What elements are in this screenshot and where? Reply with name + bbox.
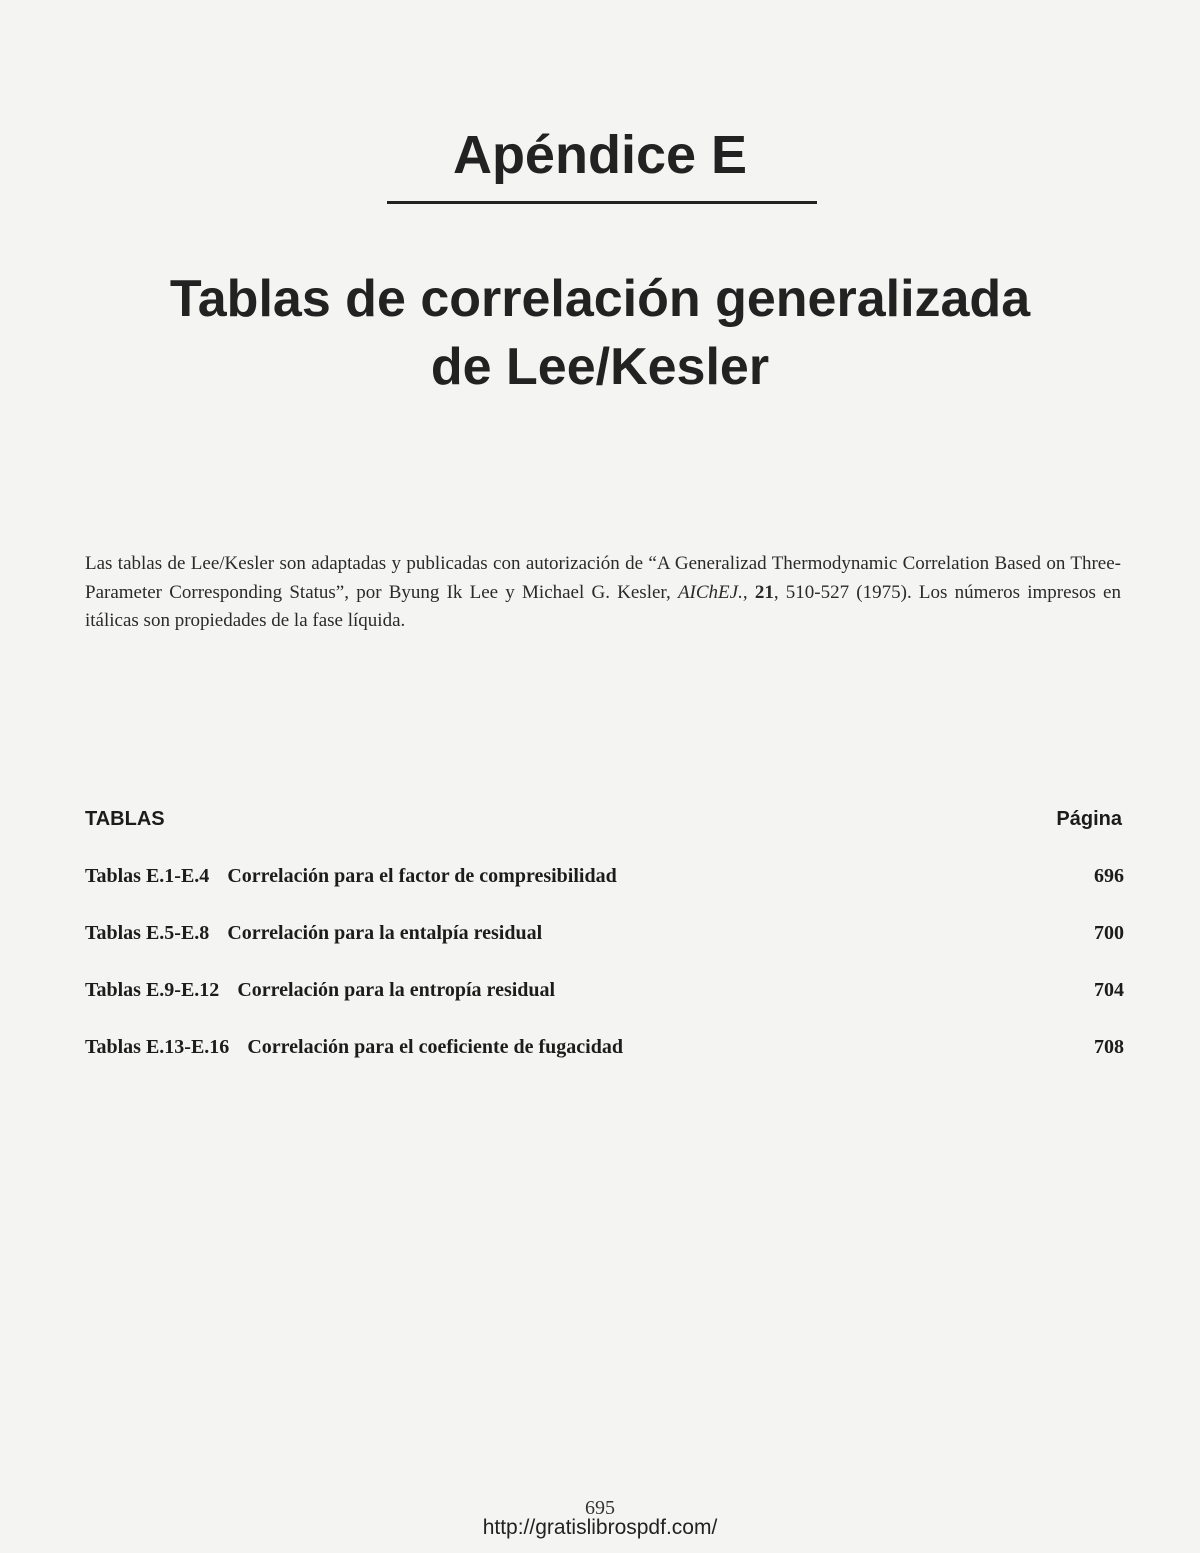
toc-ref: Tablas E.13-E.16: [85, 1036, 230, 1058]
intro-separator: ,: [742, 581, 755, 603]
toc-page-number: 704: [1094, 979, 1124, 1001]
page-number: 695: [585, 1497, 615, 1519]
toc-page-number: 708: [1094, 1036, 1124, 1058]
appendix-title: Apéndice E: [452, 125, 748, 185]
toc-row: [85, 862, 1124, 919]
page-title: [0, 265, 1200, 401]
toc-list: [85, 862, 1124, 1090]
toc-row: [85, 976, 1124, 1033]
title-divider: [387, 201, 817, 204]
toc-page-number: 696: [1094, 865, 1124, 887]
toc-row: [85, 919, 1124, 976]
toc-ref: Tablas E.1-E.4: [85, 865, 210, 887]
toc-header-tables: TABLAS: [85, 808, 165, 830]
footer-url-link[interactable]: http://gratislibrospdf.com/: [482, 1516, 718, 1539]
toc-description: Correlación para la entalpía residual: [227, 922, 543, 944]
toc-ref: Tablas E.5-E.8: [85, 922, 210, 944]
toc-description: Correlación para el factor de compresibilidad: [227, 865, 617, 887]
page-title-line-2: de Lee/Kesler: [430, 338, 770, 396]
journal-volume: 21: [754, 581, 774, 603]
toc-description: Correlación para la entropía residual: [237, 979, 556, 1001]
toc-row: [85, 1033, 1124, 1090]
toc-page-number: 700: [1094, 922, 1124, 944]
intro-text-2: , 510-527 (1975). Los números impresos en itálicas son propiedades de la fase líquida.: [85, 581, 1121, 631]
toc-header-page: Página: [1056, 808, 1122, 830]
page-title-line-1: Tablas de correlación generalizada: [169, 270, 1031, 328]
intro-paragraph: [85, 550, 1121, 636]
intro-text-1: Las tablas de Lee/Kesler son adaptadas y publicadas con autorización de “A Generalizad Thermodynamic Correlation Based on Three-Parameter Corresponding Status”, por Byung Ik Lee y Michael G. Kesler,: [85, 553, 1121, 603]
toc-ref: Tablas E.9-E.12: [85, 979, 220, 1001]
toc-description: Correlación para el coeficiente de fugacidad: [247, 1036, 623, 1058]
journal-name: AIChEJ.: [677, 581, 743, 603]
